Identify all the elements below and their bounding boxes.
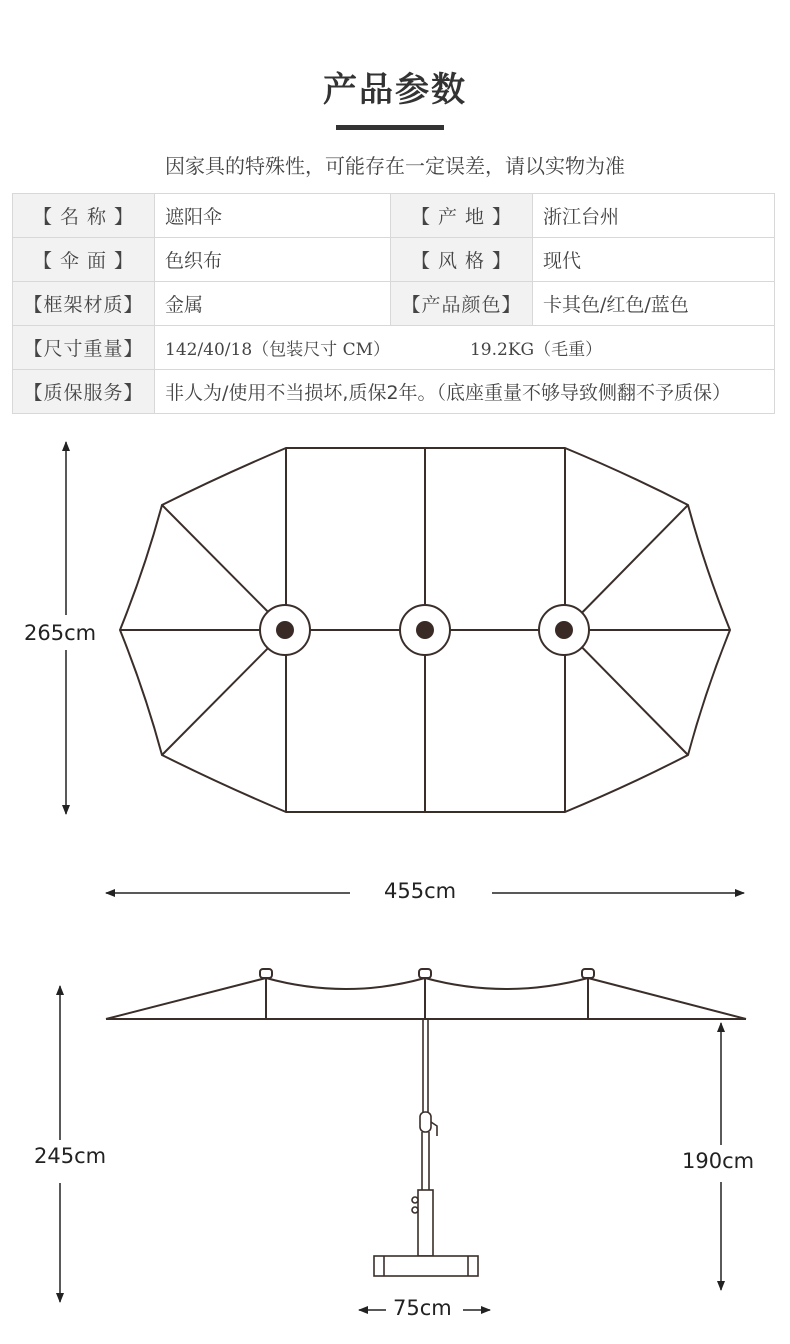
style-label: 【 风 格 】 bbox=[391, 238, 533, 282]
height-label: 265cm bbox=[24, 621, 97, 645]
top-view-hubs bbox=[260, 605, 589, 655]
warranty-label: 【质保服务】 bbox=[13, 370, 155, 414]
warranty-value: 非人为/使用不当损坏,质保2年。（底座重量不够导致侧翻不予质保） bbox=[155, 370, 775, 414]
gross-weight-value: 19.2KG（毛重） bbox=[469, 340, 603, 360]
color-label: 【产品颜色】 bbox=[391, 282, 533, 326]
page-title: 产品参数 bbox=[323, 70, 467, 110]
overall-height-label: 245cm bbox=[34, 1144, 107, 1168]
size-label: 【尺寸重量】 bbox=[13, 326, 155, 370]
width-label: 455cm bbox=[384, 879, 457, 903]
canopy-label: 【 伞 面 】 bbox=[13, 238, 155, 282]
package-size-value: 142/40/18（包装尺寸 CM） bbox=[165, 340, 390, 360]
origin-label: 【 产 地 】 bbox=[391, 194, 533, 238]
frame-value: 金属 bbox=[155, 282, 391, 326]
disclaimer-text: 因家具的特殊性，可能存在一定误差，请以实物为准 bbox=[165, 154, 625, 178]
color-value: 卡其色/红色/蓝色 bbox=[533, 282, 775, 326]
canopy-value: 色织布 bbox=[155, 238, 391, 282]
frame-label: 【框架材质】 bbox=[13, 282, 155, 326]
origin-value: 浙江台州 bbox=[533, 194, 775, 238]
side-view-canopy bbox=[106, 969, 746, 1019]
name-label: 【 名 称 】 bbox=[13, 194, 155, 238]
clearance-label: 190cm bbox=[682, 1149, 755, 1173]
base-width-label: 75cm bbox=[393, 1296, 452, 1320]
name-value: 遮阳伞 bbox=[155, 194, 391, 238]
style-value: 现代 bbox=[533, 238, 775, 282]
side-view-pole bbox=[374, 1019, 478, 1276]
